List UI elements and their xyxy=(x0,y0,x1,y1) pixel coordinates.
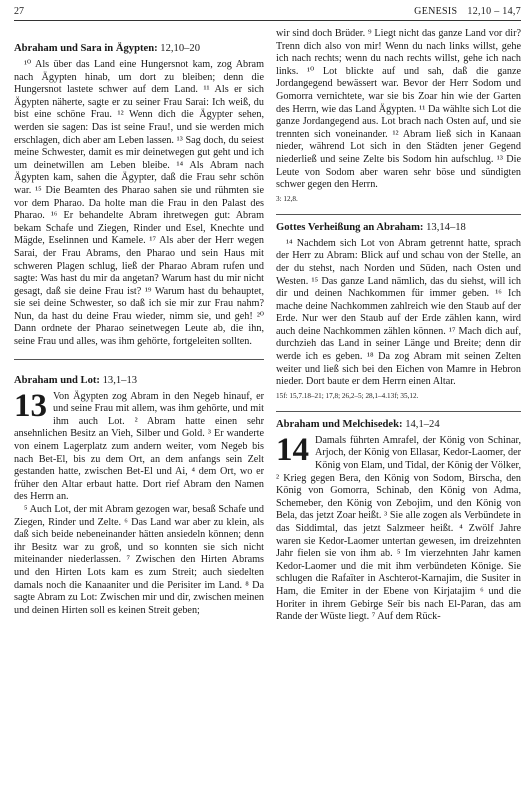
cross-reference: 3: 12,8. xyxy=(276,194,298,203)
section-divider xyxy=(14,359,264,360)
section-heading-abraham-sara: Abraham und Sara in Ägypten: 12,10–20 xyxy=(14,43,201,54)
section-heading-abraham-lot: Abraham und Lot: 13,1–13 xyxy=(14,374,138,386)
section-heading-promise: Gottes Verheißung an Abraham: 13,14–18 xyxy=(276,221,466,233)
left-column xyxy=(14,28,264,800)
running-header xyxy=(14,4,521,21)
chapter-number-13: 13 xyxy=(14,387,47,424)
section-divider xyxy=(276,411,521,412)
section-text-abraham-lot: 13 Von Ägypten zog Abram in den Negeb hinauf, er und seine Frau mit allem, was ihm gehörte, und mit ihm auch Lot. ² Abram hatte einen sehr ansehnlichen Besitz an Vieh, Silber und Gold. ³ Er wanderte von einem Lagerplatz zum andern weiter, vom Negeb bis nach Bet-El, bis zu dem Ort, an dem anfangs sein Zelt gestanden hatte, zwischen Bet-El und Ai, ⁴ dem Ort, wo er früher den Altar erbaut hatte. Dort rief Abram den Namen des Herrn an. xyxy=(14,387,264,503)
book-name: GENESIS xyxy=(414,6,458,17)
section-text-promise: ¹⁴ Nachdem sich Lot von Abram getrennt hatte, sprach der Herr zu Abram: Blick auf und schau von der Stelle, an der du stehst, nach Norden und Süden, nach Osten und Westen. ¹⁵ Das ganze Land nämlich, das du siehst, will ich dir und deinen Nachkommen für immer geben. ¹⁶ Ich mache deine Nachkommen zahlreich wie den Staub auf der Erde. Nur wer den Staub auf der Erde zählen kann, wird auch deine Nachkommen zählen können. ¹⁷ Mach dich auf, durchzieh das Land in seiner Länge und Breite; denn dir werde ich es geben. ¹⁸ Da zog Abram mit seinen Zelten weiter und ließ sich bei den Eichen von Mamre in Hebron nieder. Dort baute er dem Herrn einen Altar. xyxy=(276,237,521,388)
continued-text: wir sind doch Brüder. ⁹ Liegt nicht das ganze Land vor dir? Trenn dich also von mir! Wenn du nach links willst, gehe ich nach rechts; wenn du nach rechts willst, gehe ich nach links. ¹⁰ Lot blickte auf und sah, daß die ganze Jordangegend bewässert war. Bevor der Herr Sodom und Gomorra vernichtete, war sie bis Zoar hin wie der Garten des Herrn, wie das Land Ägypten. ¹¹ Da wählte sich Lot die ganze Jordangegend aus. Lot brach nach Osten auf, und sie trennten sich voneinander. ¹² Abram ließ sich in Kanaan nieder, während Lot sich in den Städten jener Gegend niederließ und seine Zelte bis Sodom hin aufschlug. ¹³ Die Leute von Sodom aber waren sehr böse und sündigten schwer gegen den Herrn. xyxy=(276,28,521,191)
section-text-melchisedek: 14 Damals führten Amrafel, der König von Schinar, Arjoch, der König von Ellasar, Kedor-Laomer, der König von Elam, und Tidal, der König der Völker, ² Krieg gegen Bera, den König von Sodom, Birscha, den König von Gomorra, Schinab, den König von Adma, Schemeber, den König von Zebojim, und den König von Bela, das jetzt Zoar heißt. ³ Sie alle zogen als Verbündete in das Siddimtal, das jetzt Salzmeer heißt. ⁴ Zwölf Jahre waren sie Kedor-Laomer untertan gewesen, im dreizehnten Jahr fielen sie von ihm ab. ⁵ Im vierzehnten Jahr kamen Kedor-Laomer und die mit ihm verbündeten Könige. Sie schlugen die Rafaïter in Aschterot-Karnajim, die Susiter in Ham, die Emiter in der Ebene von Kirjatajim ⁶ und die Horiter in ihrem Gebirge Seïr bis nach El-Paran, das am Rande der Wüste liegt. ⁷ Auf dem Rück- xyxy=(276,431,521,623)
page-number: 27 xyxy=(14,6,24,17)
chapter-range: 12,10 – 14,7 xyxy=(467,6,521,17)
right-column xyxy=(276,28,521,800)
section-heading-melchisedek: Abraham und Melchisedek: 14,1–24 xyxy=(276,418,440,430)
cross-reference: 15f: 15,7.18–21; 17,8; 26,2–5; 28,1–4.13f; 35,12. xyxy=(276,391,419,400)
chapter-number-14: 14 xyxy=(276,431,309,468)
section-text-abraham-lot-b: ⁵ Auch Lot, der mit Abram gezogen war, besaß Schafe und Ziegen, Rinder und Zelte. ⁶ Das Land war aber zu klein, als daß sich beide nebeneinander hätten ansiedeln können; denn ihr Besitz war zu groß, und so konnten sie sich nicht miteinander niederlassen. ⁷ Zwischen den Hirten Abrams und den Hirten Lots kam es zum Streit; auch siedelten damals noch die Kanaaniter und die Perisiter im Land. ⁸ Da sagte Abram zu Lot: Zwischen mir und dir, zwischen meinen und deinen Hirten soll es keinen Streit geben; xyxy=(14,504,264,616)
section-divider xyxy=(276,214,521,215)
section-text-abraham-sara: ¹⁰ Als über das Land eine Hungersnot kam, zog Abram nach Ägypten hinab, um dort zu bleiben; denn die Hungersnot lastete schwer auf dem Land. ¹¹ Als er sich Ägypten näherte, sagte er zu seiner Frau Sarai: Ich weiß, du bist eine schöne Frau. ¹² Wenn dich die Ägypter sehen, werden sie sagen: Das ist seine Frau!, und sie werden mich erschlagen, dich aber am Leben lassen. ¹³ Sag doch, du seiest meine Schwester, damit es mir deinetwegen gut geht und ich um deinetwillen am Leben bleibe. ¹⁴ Als Abram nach Ägypten kam, sahen die Ägypter, daß die Frau sehr schön war. ¹⁵ Die Beamten des Pharao sahen sie und rühmten sie vor dem Pharao. Da holte man die Frau in den Palast des Pharao. ¹⁶ Er behandelte Abram ihretwegen gut: Abram bekam Schafe und Ziegen, Rinder und Esel, Knechte und Mägde, Eselinnen und Kamele. ¹⁷ Als aber der Herr wegen Sarai, der Frau Abrams, den Pharao und sein Haus mit schweren Plagen schlug, ließ der Pharao Abram rufen und sagte: Was hast du mir da angetan? Warum hast du mir nicht gesagt, daß sie deine Frau ist? ¹⁹ Warum hast du behauptet, sie sei deine Schwester, so daß ich sie mir zur Frau nahm? Nun, da hast du deine Frau wieder, nimm sie, und geh! ²⁰ Dann ordnete der Pharao seinetwegen Leute ab, die ihn, seine Frau und alles, was ihm gehörte, fortgeleiten sollten. xyxy=(14,59,264,348)
running-title xyxy=(414,4,521,20)
